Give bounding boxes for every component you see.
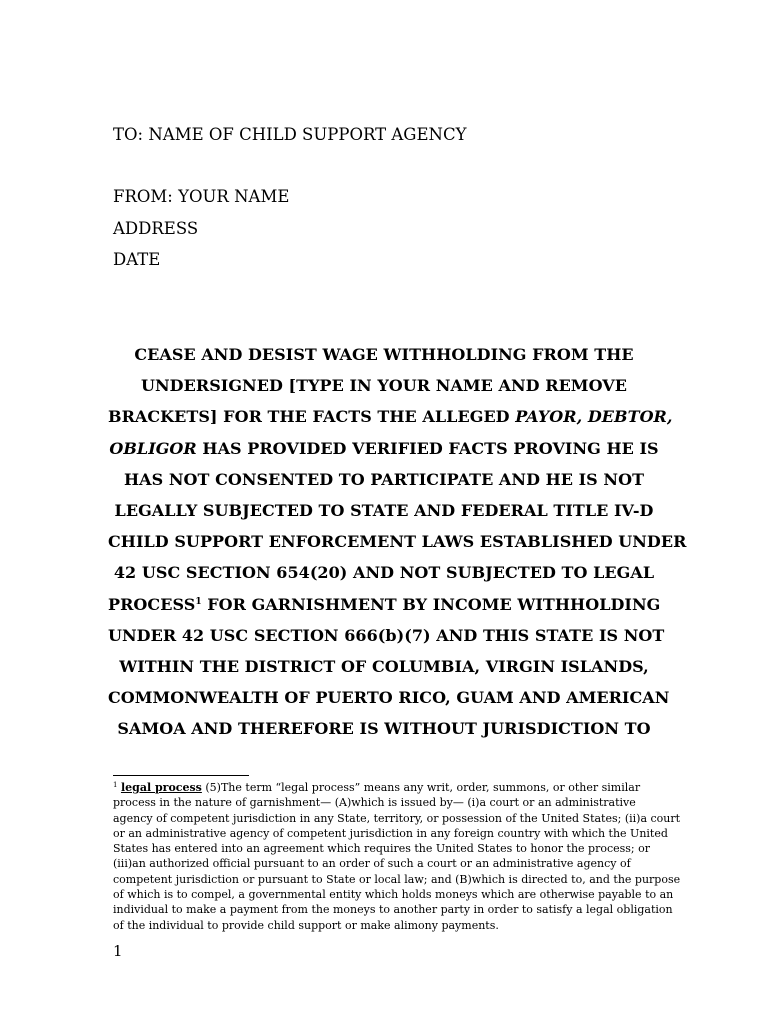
document-title	[108, 339, 687, 745]
title-line: 42 USC SECTION 654(20) AND NOT SUBJECTED TO LEGAL	[113, 563, 655, 583]
title-line: COMMONWEALTH OF PUERTO RICO, GUAM AND AMERICAN	[108, 688, 670, 708]
title-italic: OBLIGOR	[109, 438, 197, 458]
title-line: HAS NOT CONSENTED TO PARTICIPATE AND HE IS NOT	[123, 469, 645, 489]
footnote-line: (iii)an authorized official pursuant to an order of such a court or an administrative agency of	[113, 857, 631, 871]
to-line: TO: NAME OF CHILD SUPPORT AGENCY	[113, 125, 467, 144]
title-line: SAMOA AND THEREFORE IS WITHOUT JURISDICTION TO	[117, 719, 651, 739]
title-text: BRACKETS] FOR THE FACTS THE ALLEGED	[108, 407, 516, 427]
footnote	[113, 780, 681, 933]
footnote-line: States has entered into an agreement which requires the United States to honor the process; or	[113, 842, 651, 856]
title-line	[108, 589, 660, 620]
footnote-line: of the individual to provide child support or make alimony payments.	[113, 918, 499, 932]
footnote-text: (5)The term “legal process” means any writ, order, summons, or other similar	[201, 781, 641, 794]
page-number: 1	[113, 942, 123, 960]
title-text: PROCESS	[108, 594, 196, 614]
footnote-line: of which is to compel, a governmental entity which holds moneys which are otherwise payable to an	[113, 888, 674, 902]
title-line: CHILD SUPPORT ENFORCEMENT LAWS ESTABLISHED UNDER	[108, 532, 687, 552]
title-line	[108, 433, 660, 464]
footnote-line	[113, 780, 658, 795]
footnote-separator	[113, 775, 249, 776]
title-line: UNDER 42 USC SECTION 666(b)(7) AND THIS STATE IS NOT	[108, 625, 665, 645]
footnote-line: individual to make a payment from the moneys to another party in order to satisfy a legal obligation	[113, 903, 673, 917]
footnote-marker: 1	[113, 781, 118, 789]
title-italic: PAYOR, DEBTOR,	[515, 407, 673, 427]
footnote-term: legal process	[120, 781, 202, 794]
title-line: WITHIN THE DISTRICT OF COLUMBIA, VIRGIN ISLANDS,	[119, 657, 649, 677]
title-line	[108, 401, 673, 432]
title-line: CEASE AND DESIST WAGE WITHHOLDING FROM THE	[134, 345, 634, 364]
address-line: ADDRESS	[113, 219, 199, 238]
footnote-reference[interactable]: 1	[195, 596, 202, 607]
footnote-line: or an administrative agency of competent jurisdiction in any foreign country with which the United	[113, 826, 668, 840]
footnote-line: competent jurisdiction or pursuant to State or local law; and (B)which is directed to, and the purpose	[113, 872, 681, 886]
title-text: HAS PROVIDED VERIFIED FACTS PROVING HE IS	[196, 438, 659, 458]
title-line: LEGALLY SUBJECTED TO STATE AND FEDERAL TITLE IV-D	[114, 501, 654, 521]
footnote-line: agency of competent jurisdiction in any State, territory, or possession of the United States; (ii)a court	[113, 811, 681, 825]
title-line: UNDERSIGNED [TYPE IN YOUR NAME AND REMOVE	[141, 376, 627, 396]
from-line: FROM: YOUR NAME	[113, 187, 290, 206]
date-line: DATE	[113, 250, 161, 269]
footnote-line: process in the nature of garnishment— (A)which is issued by— (i)a court or an administrative	[113, 796, 636, 810]
title-text: FOR GARNISHMENT BY INCOME WITHHOLDING	[201, 594, 661, 614]
